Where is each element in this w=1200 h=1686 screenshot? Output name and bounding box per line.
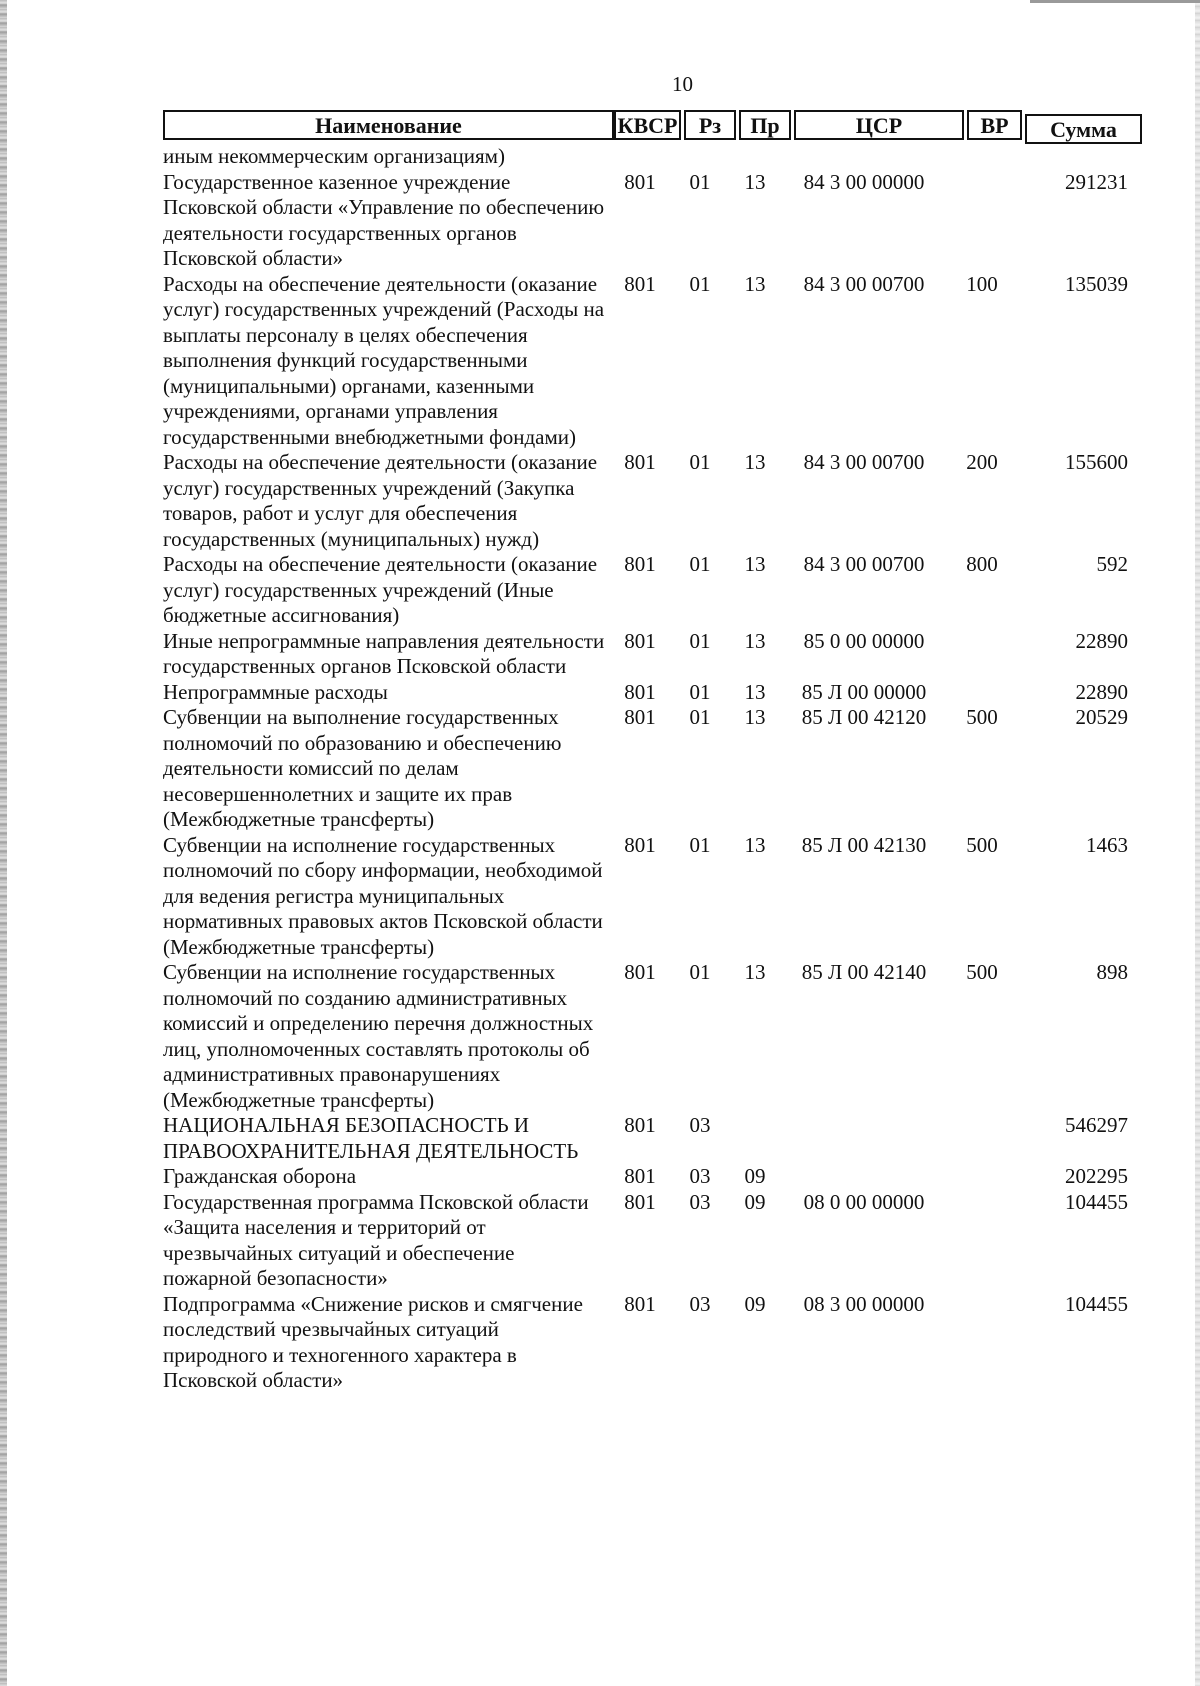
cell-csr: 84 3 00 00700	[803, 450, 925, 474]
table-row	[163, 1164, 1128, 1190]
cell-sum: 546297	[1065, 1113, 1128, 1137]
cell-csr: 85 0 00 00000	[803, 628, 925, 653]
cell-csr	[782, 1113, 946, 1164]
cell-sum: 135039	[1065, 271, 1128, 296]
cell-vr: 800	[966, 552, 998, 576]
cell-name: Расходы на обеспечение деятельности (оказание услуг) государственных учреждений (Закупка товаров, работ и услуг для обеспечения государственных (муниципальных) нужд)	[163, 450, 598, 551]
cell-sum: 1463	[1086, 832, 1128, 857]
cell-sum	[1018, 144, 1128, 170]
cell-rz: 01	[689, 832, 711, 857]
cell-sum: 592	[1096, 552, 1128, 576]
cell-sum: 202295	[1065, 1164, 1128, 1188]
cell-pr: 13	[744, 679, 766, 704]
cell-pr: 09	[744, 1291, 766, 1316]
cell-vr	[946, 1292, 1018, 1394]
cell-csr: 08 3 00 00000	[803, 1291, 925, 1316]
cell-rz: 01	[689, 271, 711, 296]
cell-csr: 85 Л 00 42120	[801, 705, 927, 729]
cell-pr: 13	[744, 450, 766, 474]
cell-sum: 22890	[1075, 628, 1128, 653]
table-row	[163, 552, 1128, 629]
cell-csr: 84 3 00 00000	[803, 169, 925, 194]
cell-rz: 03	[689, 1113, 711, 1137]
cell-kvsr: 801	[624, 628, 656, 653]
cell-rz: 01	[689, 705, 711, 729]
table-row	[163, 1190, 1128, 1292]
header-kvsr: КВСР	[614, 110, 681, 140]
cell-kvsr: 801	[624, 679, 656, 704]
cell-csr: 84 3 00 00700	[803, 271, 925, 296]
table-row	[163, 170, 1128, 272]
table-row	[163, 1113, 1128, 1164]
cell-csr	[782, 144, 946, 170]
cell-sum: 898	[1096, 960, 1128, 984]
cell-kvsr: 801	[624, 832, 656, 857]
cell-pr: 13	[744, 271, 766, 296]
cell-vr: 500	[966, 960, 998, 984]
cell-kvsr: 801	[624, 552, 656, 576]
cell-rz: 01	[689, 552, 711, 576]
cell-vr	[946, 680, 1018, 706]
table-row	[163, 629, 1128, 680]
cell-csr: 85 Л 00 42130	[801, 832, 927, 857]
cell-csr: 08 0 00 00000	[803, 1189, 925, 1214]
cell-kvsr: 801	[624, 1113, 656, 1137]
cell-rz: 01	[689, 679, 711, 704]
cell-pr: 13	[744, 960, 766, 984]
cell-vr	[946, 1113, 1018, 1164]
cell-pr: 13	[744, 169, 766, 194]
cell-sum: 104455	[1065, 1291, 1128, 1316]
cell-name: Гражданская оборона	[163, 1164, 357, 1188]
cell-pr: 13	[744, 832, 766, 857]
cell-kvsr: 801	[624, 1291, 656, 1316]
table-row	[163, 1292, 1128, 1394]
cell-kvsr: 801	[624, 169, 656, 194]
cell-name: Государственная программа Псковской области «Защита населения и территорий от чрезвычайных ситуаций и обеспечение пожарной безопасности»	[163, 1189, 589, 1290]
cell-sum: 20529	[1075, 705, 1128, 729]
cell-name: Государственное казенное учреждение Псковской области «Управление по обеспечению деятельности государственных органов Псковской области»	[163, 169, 605, 270]
cell-kvsr: 801	[624, 705, 656, 729]
scan-edge-left	[0, 0, 7, 1686]
cell-vr: 100	[966, 271, 998, 296]
header-pr: Пр	[739, 110, 791, 140]
cell-pr: 13	[744, 628, 766, 653]
table-row	[163, 144, 1128, 170]
table-row	[163, 960, 1128, 1113]
cell-vr	[946, 170, 1018, 272]
cell-csr	[782, 1164, 946, 1190]
cell-name: Субвенции на исполнение государственных полномочий по сбору информации, необходимой для ведения регистра муниципальных нормативных правовых актов Псковской области (Межбюджетные трансферты)	[163, 832, 603, 959]
cell-kvsr: 801	[624, 271, 656, 296]
table-row	[163, 272, 1128, 451]
page-number: 10	[672, 72, 693, 96]
cell-pr: 13	[744, 552, 766, 576]
table-header	[163, 110, 1143, 146]
cell-csr: 84 3 00 00700	[803, 552, 925, 576]
cell-vr	[946, 1190, 1018, 1292]
cell-vr	[946, 144, 1018, 170]
scan-edge-right	[1195, 0, 1200, 1686]
cell-vr: 200	[966, 450, 998, 474]
scan-edge-top	[1030, 0, 1200, 3]
cell-rz: 01	[689, 169, 711, 194]
cell-name: НАЦИОНАЛЬНАЯ БЕЗОПАСНОСТЬ И ПРАВООХРАНИТЕЛЬНАЯ ДЕЯТЕЛЬНОСТЬ	[163, 1113, 579, 1163]
cell-csr: 85 Л 00 42140	[801, 960, 927, 984]
header-vr: ВР	[967, 110, 1022, 140]
cell-name: Субвенции на выполнение государственных полномочий по образованию и обеспечению деятельности комиссий по делам несовершеннолетних и защите их прав (Межбюджетные трансферты)	[163, 705, 562, 831]
cell-pr	[728, 1113, 782, 1164]
cell-rz: 01	[689, 450, 711, 474]
cell-name: Иные непрограммные направления деятельности государственных органов Псковской области	[163, 628, 605, 678]
cell-sum: 291231	[1065, 169, 1128, 194]
cell-kvsr: 801	[624, 960, 656, 984]
cell-vr	[946, 1164, 1018, 1190]
table-row	[163, 680, 1128, 706]
cell-rz	[672, 144, 728, 170]
cell-name: Непрограммные расходы	[163, 679, 388, 704]
cell-pr: 09	[744, 1189, 766, 1214]
cell-kvsr: 801	[624, 1164, 656, 1188]
cell-name: Подпрограмма «Снижение рисков и смягчение последствий чрезвычайных ситуаций природного и техногенного характера в Псковской области»	[163, 1291, 583, 1392]
cell-name: иным некоммерческим организациям)	[163, 144, 505, 168]
cell-vr	[946, 629, 1018, 680]
budget-table	[163, 144, 1128, 1394]
cell-pr: 13	[744, 705, 766, 729]
cell-vr: 500	[966, 832, 998, 857]
header-name: Наименование	[163, 110, 614, 140]
table-row	[163, 450, 1128, 552]
cell-name: Расходы на обеспечение деятельности (оказание услуг) государственных учреждений (Расходы на выплаты персоналу в целях обеспечения выполнения функций государственными (муниципальными) органами, казенными учреждениями, органами управления государственными внебюджетными фондами)	[163, 271, 605, 449]
cell-rz: 03	[689, 1164, 711, 1188]
cell-sum: 155600	[1065, 450, 1128, 474]
cell-pr: 09	[744, 1164, 766, 1188]
header-sum: Сумма	[1025, 114, 1142, 144]
header-csr: ЦСР	[794, 110, 964, 140]
cell-rz: 03	[689, 1291, 711, 1316]
cell-kvsr: 801	[624, 1189, 656, 1214]
table-body	[163, 144, 1128, 1394]
header-rz: Рз	[684, 110, 736, 140]
cell-sum: 22890	[1075, 679, 1128, 704]
table-row	[163, 705, 1128, 833]
cell-sum: 104455	[1065, 1189, 1128, 1214]
cell-kvsr	[608, 144, 672, 170]
cell-csr: 85 Л 00 00000	[801, 679, 927, 704]
cell-rz: 01	[689, 960, 711, 984]
cell-name: Субвенции на исполнение государственных полномочий по созданию административных комиссий и определению перечня должностных лиц, уполномоченных составлять протоколы об административных правонарушениях (Межбюджетные трансферты)	[163, 960, 594, 1112]
table-row	[163, 833, 1128, 961]
cell-rz: 03	[689, 1189, 711, 1214]
cell-vr: 500	[966, 705, 998, 729]
cell-rz: 01	[689, 628, 711, 653]
cell-pr	[728, 144, 782, 170]
cell-name: Расходы на обеспечение деятельности (оказание услуг) государственных учреждений (Иные бюджетные ассигнования)	[163, 552, 598, 627]
cell-kvsr: 801	[624, 450, 656, 474]
